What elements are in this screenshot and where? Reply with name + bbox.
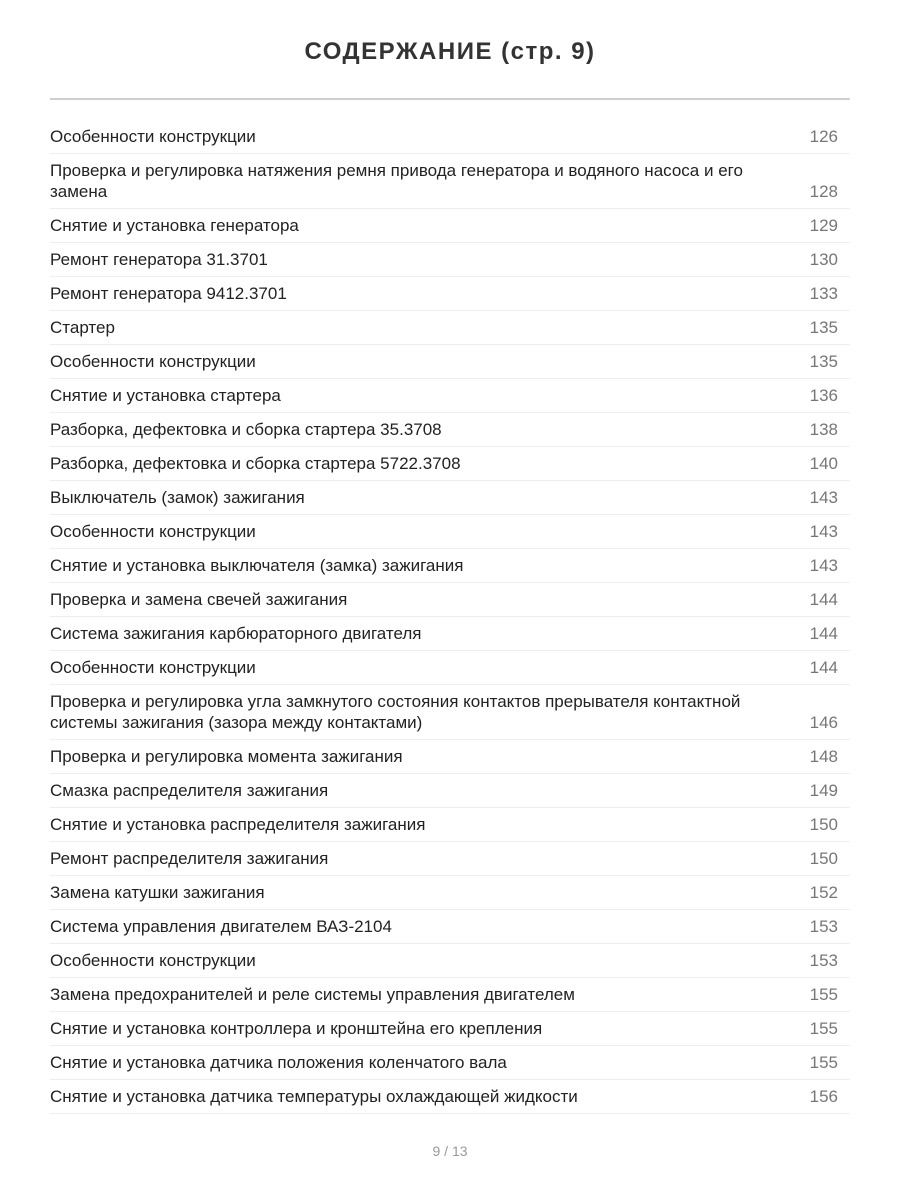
- toc-entry-page-number: 130: [809, 250, 838, 269]
- toc-entry[interactable]: [50, 379, 850, 413]
- toc-entry[interactable]: [50, 978, 850, 1012]
- toc-entry-title[interactable]: Особенности конструкции: [50, 352, 256, 371]
- toc-entry-page-number: 143: [809, 556, 838, 575]
- toc-entry-page-number: 138: [809, 420, 838, 439]
- toc-entry[interactable]: [50, 209, 850, 243]
- toc-entry-title[interactable]: Снятие и установка датчика положения коленчатого вала: [50, 1053, 507, 1072]
- toc-entry-title[interactable]: Замена катушки зажигания: [50, 883, 265, 902]
- toc-entry-title[interactable]: Особенности конструкции: [50, 127, 256, 146]
- toc-entry-title[interactable]: Снятие и установка распределителя зажигания: [50, 815, 426, 834]
- toc-entry-title[interactable]: Особенности конструкции: [50, 522, 256, 541]
- toc-entry-title[interactable]: Проверка и регулировка момента зажигания: [50, 747, 403, 766]
- toc-entry[interactable]: [50, 808, 850, 842]
- toc-entry-title[interactable]: Система зажигания карбюраторного двигателя: [50, 624, 422, 643]
- toc-entry-title[interactable]: Особенности конструкции: [50, 951, 256, 970]
- toc-entry-title[interactable]: Особенности конструкции: [50, 658, 256, 677]
- toc-entry-page-number: 156: [809, 1087, 838, 1106]
- toc-entry-page-number: 135: [809, 352, 838, 371]
- toc-entry-page-number: 140: [809, 454, 838, 473]
- toc-entry-title[interactable]: Стартер: [50, 318, 115, 337]
- toc-entry-page-number: 126: [809, 127, 838, 146]
- title-divider: [50, 98, 850, 100]
- toc-entry-title[interactable]: Ремонт распределителя зажигания: [50, 849, 329, 868]
- toc-entry-page-number: 153: [809, 951, 838, 970]
- toc-entry-page-number: 133: [809, 284, 838, 303]
- toc-entry-title[interactable]: Проверка и замена свечей зажигания: [50, 590, 348, 609]
- toc-entry-page-number: 144: [809, 624, 838, 643]
- toc-entry-title[interactable]: Смазка распределителя зажигания: [50, 781, 329, 800]
- toc-entry[interactable]: [50, 944, 850, 978]
- toc-entry-page-number: 153: [809, 917, 838, 936]
- toc-entry[interactable]: [50, 481, 850, 515]
- page-indicator: 9 / 13: [432, 1143, 468, 1159]
- toc-entry[interactable]: [50, 345, 850, 379]
- toc-entry-page-number: 144: [809, 658, 838, 677]
- toc-entry[interactable]: [50, 311, 850, 345]
- toc-entry-title[interactable]: Проверка и регулировка натяжения ремня привода генератора и водяного насоса и его замена: [50, 161, 743, 201]
- toc-entry-page-number: 155: [809, 985, 838, 1004]
- toc-entry[interactable]: [50, 583, 850, 617]
- toc-entry-title[interactable]: Снятие и установка датчика температуры охлаждающей жидкости: [50, 1087, 578, 1106]
- toc-entry-title[interactable]: Ремонт генератора 31.3701: [50, 250, 268, 269]
- page-title: СОДЕРЖАНИЕ (стр. 9): [304, 38, 596, 65]
- toc-entry[interactable]: [50, 243, 850, 277]
- toc-entry-page-number: 128: [809, 182, 838, 201]
- toc-entry-page-number: 144: [809, 590, 838, 609]
- toc-entry-page-number: 152: [809, 883, 838, 902]
- toc-entry[interactable]: [50, 447, 850, 481]
- toc-entry[interactable]: [50, 910, 850, 944]
- table-of-contents: [50, 120, 850, 1114]
- toc-entry[interactable]: [50, 549, 850, 583]
- toc-entry-title[interactable]: Выключатель (замок) зажигания: [50, 488, 305, 507]
- toc-entry-title[interactable]: Замена предохранителей и реле системы управления двигателем: [50, 985, 575, 1004]
- toc-entry-page-number: 148: [809, 747, 838, 766]
- toc-entry-page-number: 150: [809, 849, 838, 868]
- toc-entry[interactable]: [50, 774, 850, 808]
- toc-entry-title[interactable]: Разборка, дефектовка и сборка стартера 35.3708: [50, 420, 442, 439]
- toc-entry-title[interactable]: Снятие и установка стартера: [50, 386, 281, 405]
- toc-entry[interactable]: [50, 277, 850, 311]
- toc-entry[interactable]: [50, 1046, 850, 1080]
- toc-entry[interactable]: [50, 740, 850, 774]
- toc-entry-page-number: 150: [809, 815, 838, 834]
- toc-entry-page-number: 146: [809, 713, 838, 732]
- toc-entry[interactable]: [50, 120, 850, 154]
- toc-entry[interactable]: [50, 876, 850, 910]
- toc-entry-page-number: 129: [809, 216, 838, 235]
- toc-entry-title[interactable]: Снятие и установка генератора: [50, 216, 299, 235]
- toc-entry-page-number: 143: [809, 488, 838, 507]
- toc-entry[interactable]: [50, 1012, 850, 1046]
- toc-entry-title[interactable]: Снятие и установка контроллера и кронштейна его крепления: [50, 1019, 543, 1038]
- toc-entry[interactable]: [50, 617, 850, 651]
- toc-entry[interactable]: [50, 651, 850, 685]
- toc-entry[interactable]: [50, 685, 850, 740]
- toc-entry[interactable]: [50, 515, 850, 549]
- toc-entry-page-number: 155: [809, 1053, 838, 1072]
- toc-entry-title[interactable]: Система управления двигателем ВАЗ-2104: [50, 917, 392, 936]
- toc-entry[interactable]: [50, 1080, 850, 1114]
- toc-entry[interactable]: [50, 413, 850, 447]
- toc-entry-title[interactable]: Разборка, дефектовка и сборка стартера 5722.3708: [50, 454, 461, 473]
- toc-entry-page-number: 149: [809, 781, 838, 800]
- toc-entry-page-number: 143: [809, 522, 838, 541]
- toc-entry-page-number: 155: [809, 1019, 838, 1038]
- toc-entry-page-number: 135: [809, 318, 838, 337]
- toc-entry-page-number: 136: [809, 386, 838, 405]
- toc-entry-title[interactable]: Снятие и установка выключателя (замка) зажигания: [50, 556, 464, 575]
- toc-entry-title[interactable]: Проверка и регулировка угла замкнутого состояния контактов прерывателя контактной системы зажигания (зазора между контактами): [50, 692, 741, 732]
- toc-entry-title[interactable]: Ремонт генератора 9412.3701: [50, 284, 287, 303]
- toc-entry[interactable]: [50, 842, 850, 876]
- toc-entry[interactable]: [50, 154, 850, 209]
